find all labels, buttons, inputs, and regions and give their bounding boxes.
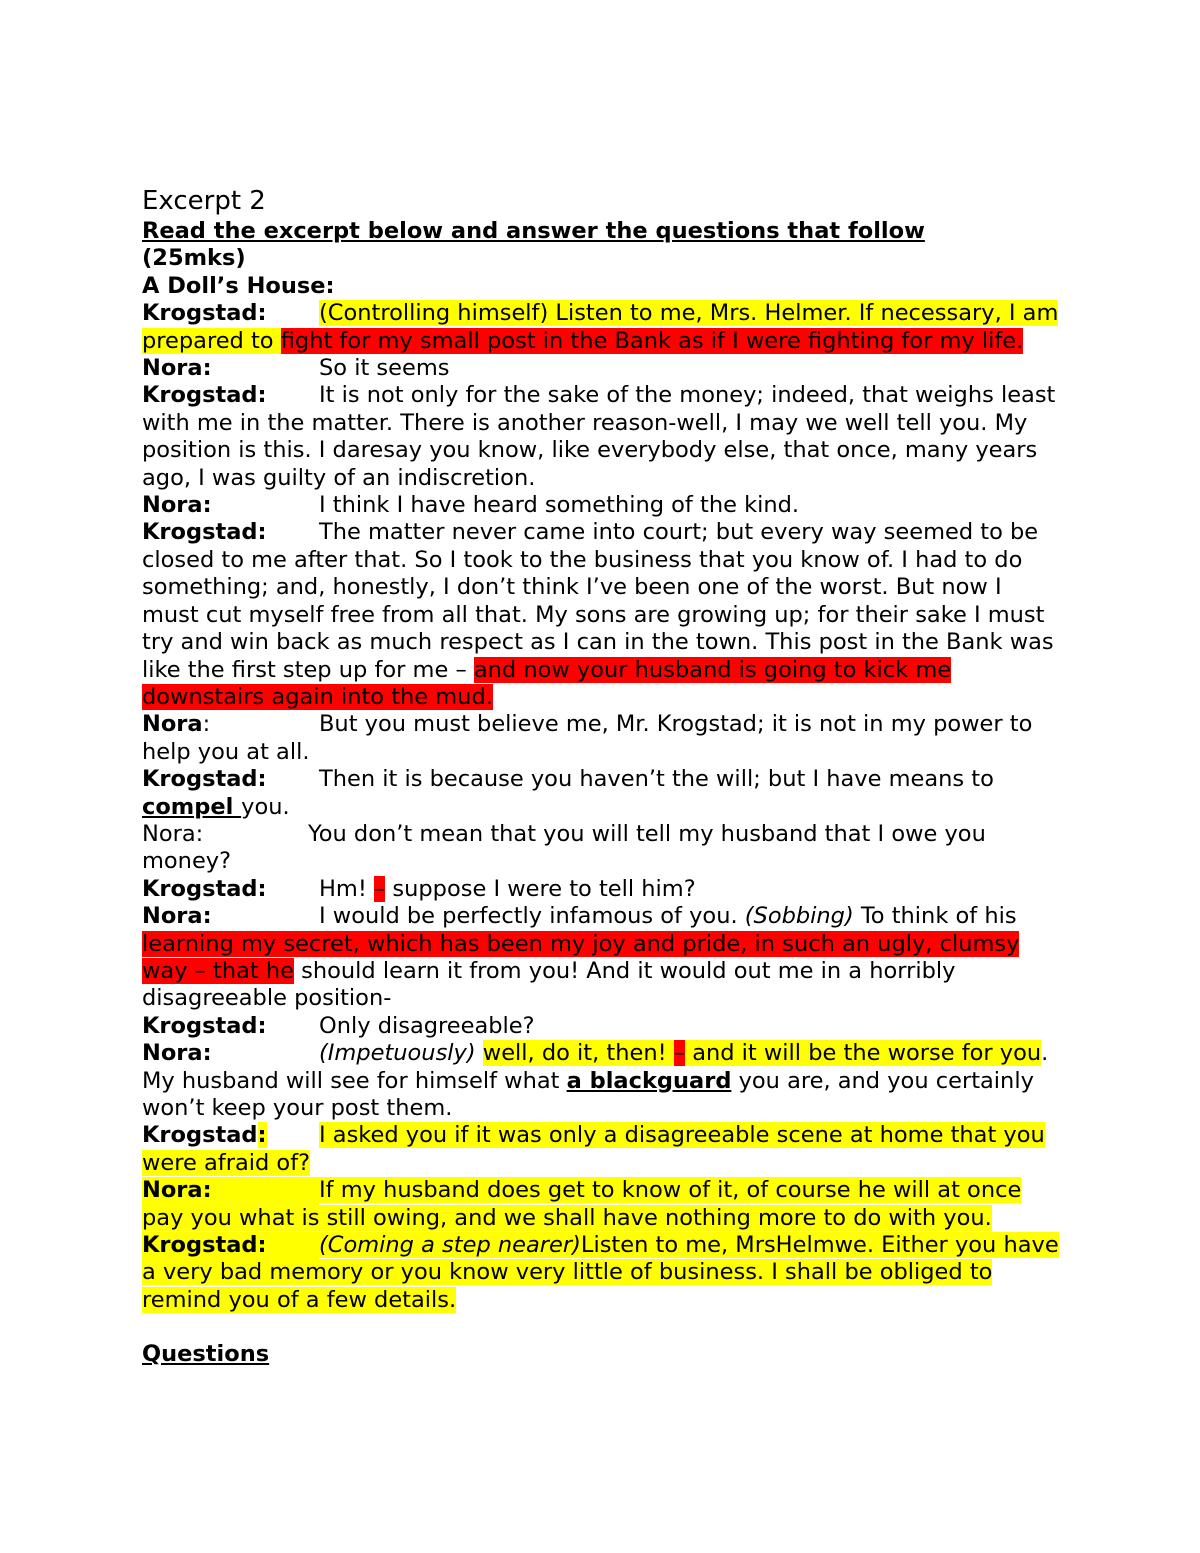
dialogue-text: (Controlling himself) Listen to me, Mrs. Helmer. If necessary, I am prepared to bbox=[142, 300, 1059, 354]
dialogue-line bbox=[142, 1040, 1062, 1122]
dialogue-line bbox=[142, 355, 1062, 382]
dialogue-text: compel bbox=[142, 793, 242, 820]
dialogue-text: If my husband does get to know of it, of course he will at once pay you what is still owing, and we shall have nothing more to do with you. bbox=[142, 1177, 1022, 1231]
dialogue-line bbox=[142, 382, 1062, 492]
excerpt-title: Excerpt 2 bbox=[142, 186, 266, 216]
dialogue-text: you. bbox=[241, 793, 290, 820]
dialogue-text: a blackguard bbox=[566, 1067, 732, 1094]
speaker-label: Krogstad: bbox=[142, 1232, 319, 1259]
dialogue-line bbox=[142, 821, 1062, 876]
dialogue-text: So it seems bbox=[319, 355, 450, 382]
speaker-label: Krogstad: bbox=[142, 1122, 267, 1149]
questions-heading: Questions bbox=[142, 1341, 270, 1368]
dialogue-text: should learn it from you! And it would out me in a horribly disagreeable position- bbox=[142, 957, 956, 1012]
speaker-label: Nora: bbox=[142, 492, 212, 519]
dialogue-text: – bbox=[673, 1040, 686, 1067]
dialogue-line bbox=[142, 711, 1062, 766]
dialogue-text: But you must believe me, Mr. Krogstad; it is not in my power to help you at all. bbox=[142, 711, 1033, 765]
speaker-label: Nora: bbox=[142, 903, 212, 930]
speaker-label: Nora: bbox=[142, 711, 211, 738]
dialogue-line bbox=[142, 1013, 1062, 1040]
dialogue-text: You don’t mean that you will tell my husband that I owe you money? bbox=[142, 820, 986, 875]
marks: (25mks) bbox=[142, 245, 246, 272]
dialogue-text: Listen to me, MrsHelmwe. Either you have a very bad memory or you know very little of business. I shall be obliged to remind you of a few details. bbox=[142, 1232, 1059, 1313]
dialogue-text: It is not only for the sake of the money; indeed, that weighs least with me in the matter. There is another reason-well, I may we well tell you. My position is this. I daresay you know, like everybody else, that once, many years ago, I was guilty of an indiscretion. bbox=[142, 382, 1056, 491]
speaker-label: Krogstad: bbox=[142, 519, 267, 546]
speaker-label: Krogstad: bbox=[142, 300, 267, 327]
dialogue-text: To think of his bbox=[853, 903, 1017, 930]
dialogue-line bbox=[142, 492, 1062, 519]
dialogue-line bbox=[142, 519, 1062, 711]
play-title: A Doll’s House: bbox=[142, 272, 335, 299]
dialogue-line bbox=[142, 766, 1062, 821]
instruction: Read the excerpt below and answer the questions that follow bbox=[142, 218, 925, 244]
dialogue-text: I would be perfectly infamous of you. bbox=[319, 903, 745, 930]
dialogue-text: – bbox=[374, 875, 386, 902]
dialogue-text: well, do it, then! bbox=[482, 1040, 674, 1067]
speaker-label: Nora: bbox=[142, 1177, 319, 1204]
dialogue-line bbox=[142, 1177, 1062, 1232]
speaker-label: Nora: bbox=[142, 355, 212, 382]
speaker-label: Nora: bbox=[142, 1040, 212, 1067]
spacer bbox=[142, 1314, 1062, 1341]
dialogue-text: (Sobbing) bbox=[744, 903, 854, 930]
speaker-label: Krogstad: bbox=[142, 1012, 267, 1039]
dialogue-line bbox=[142, 903, 1062, 1013]
dialogue-text: I think I have heard something of the kind. bbox=[319, 492, 800, 519]
dialogue-line bbox=[142, 1232, 1062, 1314]
dialogue-text: I asked you if it was only a disagreeable scene at home that you were afraid of? bbox=[142, 1122, 1045, 1176]
dialogue-line bbox=[142, 1122, 1062, 1177]
dialogue-text bbox=[476, 1040, 483, 1066]
dialogue-text: Hm! bbox=[319, 875, 375, 902]
dialogue-text: (Coming a step nearer) bbox=[319, 1232, 581, 1259]
speaker-label: Krogstad: bbox=[142, 875, 267, 902]
speaker-label: Krogstad: bbox=[142, 766, 267, 793]
speaker-label: Nora: bbox=[142, 820, 204, 847]
dialogue-text: (Impetuously) bbox=[319, 1040, 476, 1067]
dialogue-line bbox=[142, 300, 1062, 355]
dialogue bbox=[142, 300, 1062, 1314]
dialogue-text: fight for my small post in the Bank as if I were fighting for my life. bbox=[280, 327, 1024, 354]
document-page bbox=[142, 184, 1062, 1369]
speaker-label: Krogstad: bbox=[142, 382, 267, 409]
dialogue-line bbox=[142, 876, 1062, 903]
dialogue-text: . My husband will see for himself what bbox=[142, 1040, 1049, 1094]
dialogue-text: you are, and you certainly won’t keep your post them. bbox=[142, 1067, 1034, 1121]
dialogue-text: and now your husband is going to kick me downstairs again into the mud. bbox=[142, 656, 952, 710]
dialogue-text: and it will be the worse for you bbox=[685, 1040, 1042, 1067]
dialogue-text: Only disagreeable? bbox=[319, 1012, 535, 1039]
dialogue-text: Then it is because you haven’t the will; but I have means to bbox=[319, 766, 994, 793]
dialogue-text: learning my secret, which has been my joy and pride, in such an ugly, clumsy way – that he bbox=[142, 930, 1020, 984]
dialogue-text: suppose I were to tell him? bbox=[385, 875, 696, 902]
dialogue-text: The matter never came into court; but every way seemed to be closed to me after that. So I took to the business that you know of. I had to do something; and, honestly, I don’t think I’ve been one of the worst. But now I must cut myself free from all that. My sons are growing up; for their sake I must try and win back as much respect as I can in the town. This post in the Bank was like the first step up for me – bbox=[142, 519, 1054, 683]
